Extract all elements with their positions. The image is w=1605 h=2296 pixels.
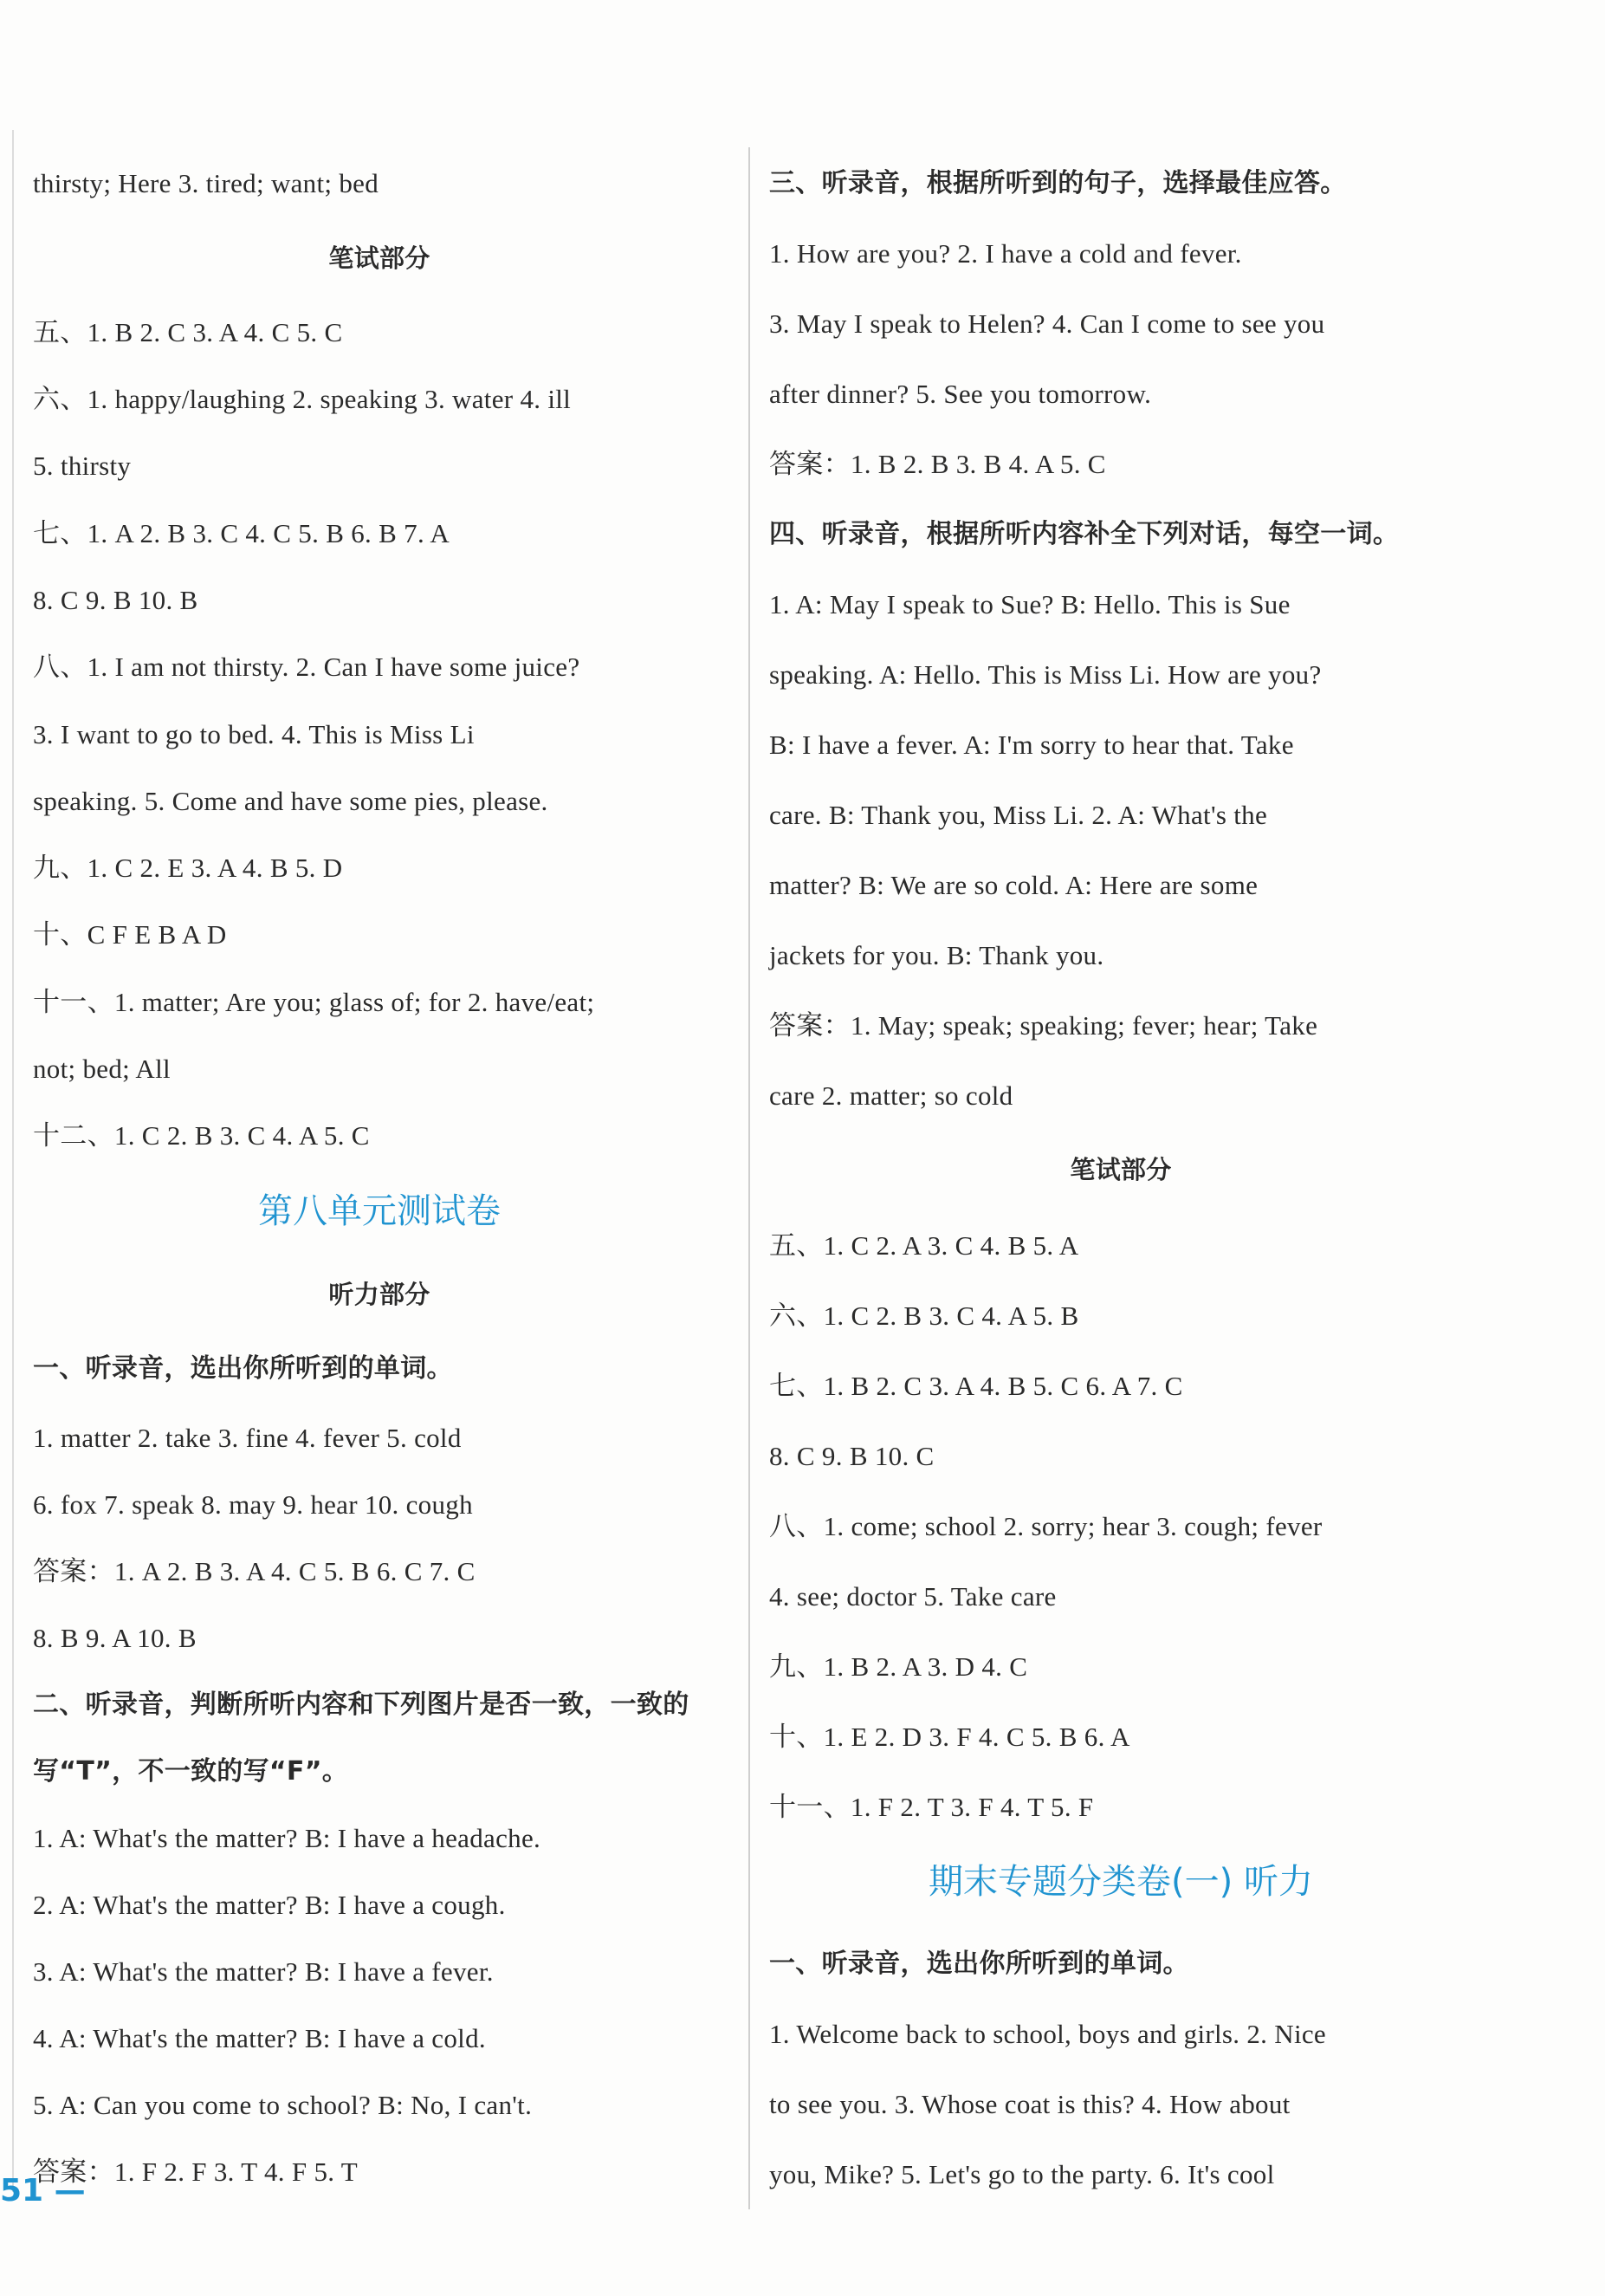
dialogue-line: 5. A: Can you come to school? B: No, I can't. (33, 2090, 533, 2120)
section-heading-written: 笔试部分 (1070, 1155, 1172, 1184)
question-heading: 一、听录音，选出你所听到的单词。 (33, 1353, 453, 1384)
column-divider (748, 147, 750, 2209)
answer-line: 答案：1. F 2. F 3. T 4. F 5. T (33, 2157, 359, 2187)
dialogue-line: 4. A: What's the matter? B: I have a cold. (33, 2023, 486, 2053)
dialogue-line: 1. A: May I speak to Sue? B: Hello. This is Sue (769, 589, 1291, 619)
answer-line: 答案：1. B 2. B 3. B 4. A 5. C (769, 449, 1106, 479)
answer-line: 十一、1. matter; Are you; glass of; for 2. have/eat; (33, 987, 595, 1017)
text-line: 1. Welcome back to school, boys and girls. 2. Nice (769, 2019, 1326, 2049)
text-line: after dinner? 5. See you tomorrow. (769, 379, 1152, 409)
question-heading: 三、听录音，根据所听到的句子，选择最佳应答。 (769, 168, 1347, 198)
text-line: 1. How are you? 2. I have a cold and fever. (769, 238, 1242, 269)
text-line: 6. fox 7. speak 8. may 9. hear 10. cough (33, 1489, 473, 1520)
section-heading-written: 笔试部分 (328, 243, 430, 273)
dialogue-line: 1. A: What's the matter? B: I have a headache. (33, 1823, 541, 1853)
question-heading: 四、听录音，根据所听内容补全下列对话，每空一词。 (769, 519, 1400, 549)
dialogue-line: jackets for you. B: Thank you. (769, 940, 1104, 970)
page-number: 51 — (0, 2173, 86, 2208)
answer-line: 8. B 9. A 10. B (33, 1623, 197, 1653)
text-line: 1. matter 2. take 3. fine 4. fever 5. cold (33, 1423, 462, 1453)
text-line: 3. May I speak to Helen? 4. Can I come to see you (769, 308, 1325, 339)
answer-line: 八、1. I am not thirsty. 2. Can I have some juice? (33, 652, 580, 682)
question-heading: 写“T”，不一致的写“F”。 (33, 1756, 349, 1787)
answer-line: 答案：1. May; speak; speaking; fever; hear; Take (769, 1010, 1318, 1041)
answer-line: 七、1. A 2. B 3. C 4. C 5. B 6. B 7. A (33, 518, 450, 548)
section-heading-listening: 听力部分 (328, 1280, 430, 1309)
answer-line: 5. thirsty (33, 451, 132, 481)
dialogue-line: speaking. A: Hello. This is Miss Li. How are you? (769, 659, 1322, 690)
answer-line: care 2. matter; so cold (769, 1080, 1013, 1111)
answer-line: 八、1. come; school 2. sorry; hear 3. cough; fever (769, 1511, 1323, 1541)
answer-line: 十、C F E B A D (33, 919, 227, 950)
answer-line: 8. C 9. B 10. C (769, 1441, 935, 1471)
left-column (33, 0, 726, 2296)
page-edge (12, 130, 14, 2192)
dialogue-line: 2. A: What's the matter? B: I have a cough. (33, 1890, 506, 1920)
answer-line: 九、1. B 2. A 3. D 4. C (769, 1651, 1028, 1682)
answer-line: 8. C 9. B 10. B (33, 585, 198, 615)
answer-line: not; bed; All (33, 1054, 171, 1084)
answer-line: 十二、1. C 2. B 3. C 4. A 5. C (33, 1120, 370, 1151)
answer-line: 六、1. C 2. B 3. C 4. A 5. B (769, 1300, 1079, 1331)
answer-line: 六、1. happy/laughing 2. speaking 3. water 4. ill (33, 384, 572, 414)
answer-line: 九、1. C 2. E 3. A 4. B 5. D (33, 853, 343, 883)
text-line: you, Mike? 5. Let's go to the party. 6. It's cool (769, 2159, 1275, 2189)
text-line: to see you. 3. Whose coat is this? 4. How about (769, 2089, 1291, 2119)
text-line: thirsty; Here 3. tired; want; bed (33, 168, 379, 198)
answer-line: 五、1. C 2. A 3. C 4. B 5. A (769, 1230, 1079, 1261)
dialogue-line: B: I have a fever. A: I'm sorry to hear that. Take (769, 730, 1294, 760)
answer-line: 十一、1. F 2. T 3. F 4. T 5. F (769, 1792, 1094, 1822)
answer-line: 七、1. B 2. C 3. A 4. B 5. C 6. A 7. C (769, 1371, 1183, 1401)
answer-line: 五、1. B 2. C 3. A 4. C 5. C (33, 317, 343, 347)
dialogue-line: care. B: Thank you, Miss Li. 2. A: What's the (769, 800, 1268, 830)
right-column (769, 0, 1472, 2296)
dialogue-line: matter? B: We are so cold. A: Here are some (769, 870, 1259, 900)
dialogue-line: 3. A: What's the matter? B: I have a fever. (33, 1956, 494, 1987)
answer-line: 十、1. E 2. D 3. F 4. C 5. B 6. A (769, 1722, 1130, 1752)
answer-line: 答案：1. A 2. B 3. A 4. C 5. B 6. C 7. C (33, 1556, 476, 1586)
answer-line: 4. see; doctor 5. Take care (769, 1581, 1057, 1612)
answer-line: 3. I want to go to bed. 4. This is Miss Li (33, 719, 475, 749)
question-heading: 一、听录音，选出你所听到的单词。 (769, 1949, 1189, 1979)
exam-title: 期末专题分类卷(一) 听力 (929, 1862, 1313, 1902)
question-heading: 二、听录音，判断所听内容和下列图片是否一致，一致的 (33, 1690, 689, 1720)
unit-title: 第八单元测试卷 (258, 1191, 501, 1231)
answer-line: speaking. 5. Come and have some pies, please. (33, 786, 548, 816)
